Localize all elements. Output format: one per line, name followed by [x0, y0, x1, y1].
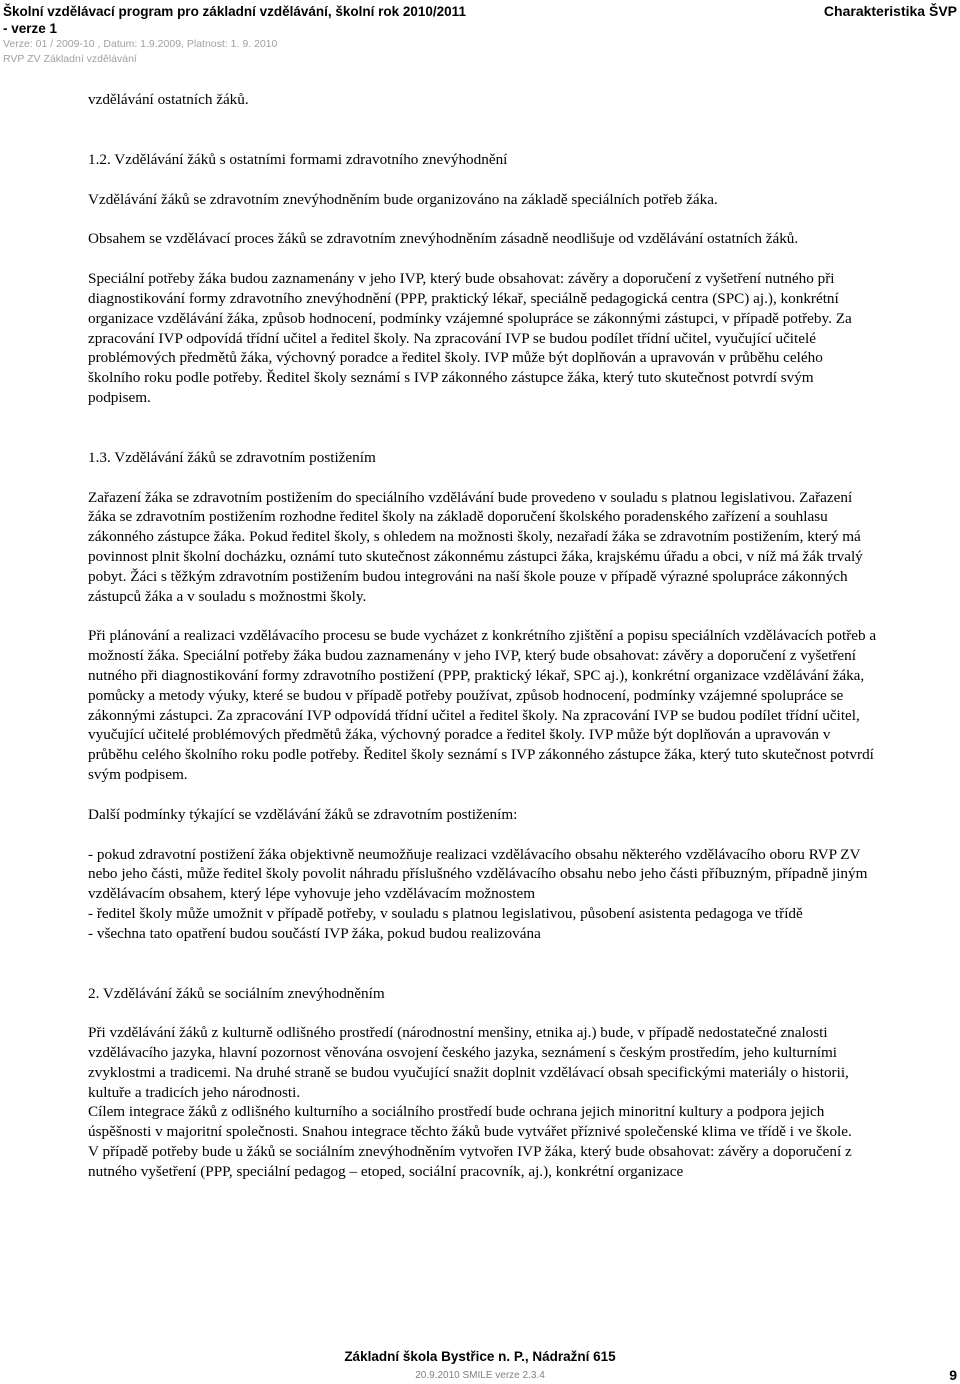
footer-generator-info: 20.9.2010 SMILE verze 2.3.4: [415, 1370, 545, 1381]
paragraph: Speciální potřeby žáka budou zaznamenány v jeho IVP, který bude obsahovat: závěry a doporučení z vyšetření nutného při diagnostikování formy zdravotního znevýhodnění (PPP, praktický lékař, speciálně pedagogická centra (SPC) aj.), konkrétní organizace vzdělávání žáka, způsob hodnocení, podmínky vzájemné spolupráce se zákonnými zástupci, v případě potřeby. Za zpracování IVP odpovídá třídní učitel a ředitel školy. Na zpracování IVP se budou podílet třídní učitel, vyučující učitelé problémových předmětů žáka, výchovný poradce a ředitel školy. IVP může být doplňován a upravován v průběhu celého školního roku podle potřeby. Ředitel školy seznámí s IVP zákonného zástupce žáka, který tuto skutečnost potvrdí svým podpisem.: [88, 270, 852, 406]
document-version-label: - verze 1: [3, 21, 58, 36]
section-heading-2: 2. Vzdělávání žáků se sociálním znevýhodněním: [88, 984, 385, 1002]
footer-school-name: Základní škola Bystřice n. P., Nádražní 615: [344, 1349, 616, 1364]
paragraph: Při plánování a realizaci vzdělávacího procesu se bude vycházet z konkrétního zjištění a popisu speciálních vzdělávacích potřeb a možností žáka. Speciální potřeby žáka budou zaznamenány v jeho IVP, který bude obsahovat: závěry a doporučení z vyšetření nutného při diagnostikování formy zdravotního postižení (PPP, praktický lékař, SPC aj.), konkrétní organizace vzdělávání žáka, pomůcky a metody výuky, které se budou v případě potřeby používat, způsob hodnocení, podmínky vzájemné spolupráce se zákonnými zástupci. Za zpracování IVP odpovídá třídní učitel a ředitel školy. Na zpracování IVP se budou podílet třídní učitel, vyučující učitelé problémových předmětů žáka, výchovný poradce a ředitel školy. IVP může být doplňován a upravován v průběhu celého školního roku podle potřeby. Ředitel školy seznámí s IVP zákonného zástupce žáka, který tuto skutečnost potvrdí svým podpisem.: [88, 627, 877, 783]
version-info: Verze: 01 / 2009-10 , Datum: 1.9.2009, Platnost: 1. 9. 2010: [3, 38, 278, 50]
section-heading-1-3: 1.3. Vzdělávání žáků se zdravotním postižením: [88, 448, 376, 466]
framework-subtitle: RVP ZV Základní vzdělávání: [3, 53, 137, 65]
paragraph: Při vzdělávání žáků z kulturně odlišného prostředí (národnostní menšiny, etnika aj.) bude, v případě nedostatečné znalosti vzdělávacího jazyka, hlavní pozornost věnována osvojení českého jazyka, seznámení s českým prostředím, jeho kulturními zvyklostmi a tradicemi. Na druhé straně se budou vyučující snažit doplnit vzdělávací obsah specifickými materiály o historii, kultuře a tradicích jeho národnosti.: [88, 1024, 849, 1101]
list-item: - pokud zdravotní postižení žáka objektivně neumožňuje realizaci vzdělávacího obsahu některého vzdělávacího oboru RVP ZV nebo jeho části, může ředitel školy povolit náhradu příslušného vzdělávacího obsahu nebo jeho části příbuzným, případně jiným vzdělávacím obsahem, který lépe vyhovuje jeho vzdělávacím možnostem: [88, 845, 868, 903]
paragraph: vzdělávání ostatních žáků.: [88, 91, 249, 108]
page-number: 9: [949, 1367, 957, 1383]
paragraph: Obsahem se vzdělávací proces žáků se zdravotním znevýhodněním zásadně neodlišuje od vzdělávání ostatních žáků.: [88, 230, 799, 248]
paragraph: Vzdělávání žáků se zdravotním znevýhodněním bude organizováno na základě speciálních potřeb žáka.: [88, 190, 718, 208]
document-body: [88, 90, 878, 1182]
list-item: - ředitel školy může umožnit v případě potřeby, v souladu s platnou legislativou, působení asistenta pedagoga ve třídě: [88, 904, 803, 922]
list-item: - všechna tato opatření budou součástí IVP žáka, pokud budou realizována: [88, 924, 541, 942]
document-title: Školní vzdělávací program pro základní vzdělávání, školní rok 2010/2011: [3, 4, 466, 19]
paragraph: V případě potřeby bude u žáků se sociálním znevýhodněním vytvořen IVP žáka, který bude obsahovat: závěry a doporučení z nutného vyšetření (PPP, speciální pedagog – etoped, sociální pracovník, aj.), konkrétní organizace: [88, 1143, 852, 1180]
page-header: [3, 3, 957, 67]
paragraph: Cílem integrace žáků z odlišného kulturního a sociálního prostředí bude ochrana jejich minoritní kultury a podpora jejich úspěšnosti v majoritní společnosti. Snahou integrace těchto žáků bude vytvářet příznivé společenské klima ve třídě i ve škole.: [88, 1103, 852, 1141]
paragraph: Další podmínky týkající se vzdělávání žáků se zdravotním postižením:: [88, 805, 518, 823]
paragraph: Zařazení žáka se zdravotním postižením do speciálního vzdělávání bude provedeno v souladu s platnou legislativou. Zařazení žáka se zdravotním postižením rozhodne ředitel školy na základě doporučení školského poradenského zařízení a souhlasu zákonného zástupce žáka. Pokud ředitel školy, s ohledem na možnosti školy, nezařadí žáka se zdravotním postižením, který má povinnost plnit školní docházku, oznámí tuto skutečnost zákonnému zástupci žáka, krajskému úřadu a obci, v níž má žák trvalý pobyt. Žáci s těžkým zdravotním postižením budou integrováni na naší škole pouze v případě výrazné spolupráce zákonných zástupců žáka a v souladu s možnostmi školy.: [88, 488, 863, 605]
section-title: Charakteristika ŠVP: [823, 3, 957, 19]
section-heading-1-2: 1.2. Vzdělávání žáků s ostatními formami zdravotního znevýhodnění: [88, 150, 508, 168]
